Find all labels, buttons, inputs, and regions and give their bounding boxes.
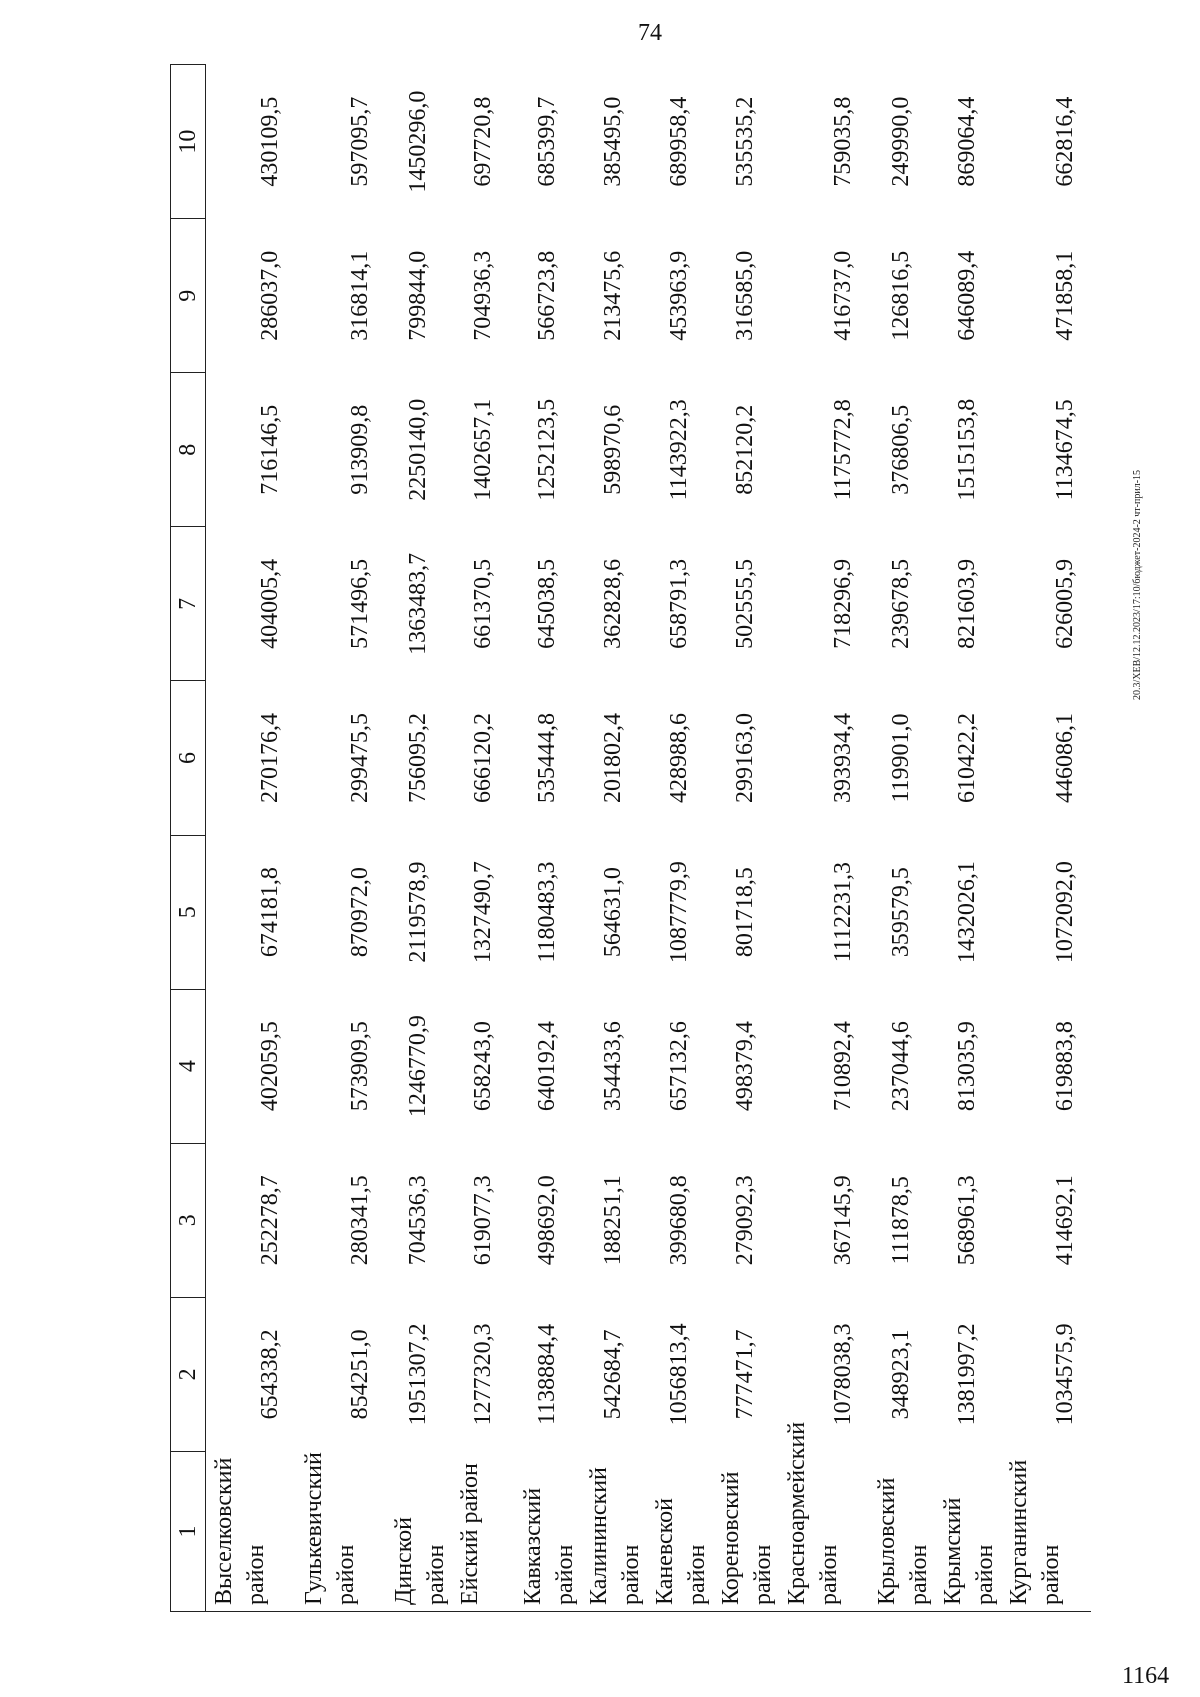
- value-cell-col-9: 316585,0: [732, 250, 758, 341]
- value-cell-col-5: 1432026,1: [954, 861, 980, 964]
- value-cell-col-9: 471858,1: [1051, 250, 1078, 341]
- value-cell-col-8: 716146,5: [256, 404, 283, 495]
- value-cell-col-9: 213475,6: [600, 250, 626, 341]
- column-header-1: 1: [171, 1451, 206, 1611]
- value-cell-col-8: 598970,6: [600, 404, 626, 495]
- value-cell-col-4: 354433,6: [600, 1021, 626, 1112]
- value-cell-col-6: 201802,4: [600, 712, 626, 803]
- value-cell-col-10: 662816,4: [1051, 96, 1078, 187]
- value-cell-col-5: 1112231,3: [829, 861, 856, 963]
- value-cell-col-10: 869064,4: [954, 96, 980, 187]
- column-header-2: 2: [171, 1297, 206, 1451]
- column-header-7: 7: [171, 527, 206, 681]
- value-cell-col-4: 237044,6: [888, 1021, 914, 1112]
- value-cell-col-7: 658791,3: [666, 558, 692, 649]
- value-cell-col-5: 2119578,9: [405, 861, 431, 963]
- value-cell-col-6: 535444,8: [534, 712, 560, 803]
- value-cell-col-10: 385495,0: [600, 96, 626, 187]
- value-cell-col-5: 674181,8: [256, 867, 283, 958]
- table-row: [581, 65, 647, 1612]
- column-header-6: 6: [171, 681, 206, 835]
- value-cell-col-9: 453963,9: [666, 250, 692, 341]
- value-cell-col-5: 564631,0: [600, 867, 626, 958]
- value-cell-col-6: 446086,1: [1051, 712, 1078, 803]
- value-cell-col-7: 362828,6: [600, 558, 626, 649]
- value-cell-col-10: 689958,4: [666, 96, 692, 187]
- value-cell-col-3: 498692,0: [534, 1175, 560, 1266]
- value-cell-col-7: 626005,9: [1051, 558, 1078, 649]
- column-header-8: 8: [171, 373, 206, 527]
- value-cell-col-10: 759035,8: [829, 96, 856, 187]
- table-row: [647, 65, 713, 1612]
- value-cell-col-6: 610422,2: [954, 712, 980, 803]
- value-cell-col-4: 619883,8: [1051, 1021, 1078, 1112]
- value-cell-col-5: 359579,5: [888, 867, 914, 958]
- value-cell-col-4: 813035,9: [954, 1021, 980, 1112]
- value-cell-col-9: 316814,1: [346, 250, 373, 341]
- value-cell-col-4: 657132,6: [666, 1021, 692, 1112]
- district-name-cell: Кореновский район: [713, 1451, 779, 1611]
- value-cell-col-7: 571496,5: [346, 558, 373, 649]
- value-cell-col-2: 654338,2: [256, 1329, 283, 1420]
- value-cell-col-6: 270176,4: [256, 712, 283, 803]
- value-cell-col-2: 1138884,4: [534, 1323, 560, 1425]
- table-row: [452, 65, 515, 1612]
- value-cell-col-4: 640192,4: [534, 1021, 560, 1112]
- value-cell-col-3: 279092,3: [732, 1175, 758, 1266]
- value-cell-col-7: 239678,5: [888, 558, 914, 649]
- value-cell-col-6: 666120,2: [469, 712, 496, 803]
- value-cell-col-3: 367145,9: [829, 1175, 856, 1266]
- value-cell-col-9: 416737,0: [829, 250, 856, 341]
- page-number-top: 74: [638, 20, 662, 46]
- value-cell-col-4: 573909,5: [346, 1021, 373, 1112]
- value-cell-col-8: 1175772,8: [829, 399, 856, 501]
- district-name-cell: Крымский район: [935, 1451, 1001, 1611]
- value-cell-col-2: 1277320,3: [469, 1323, 496, 1426]
- rotated-table-container: [170, 64, 1078, 1612]
- value-cell-col-8: 913909,8: [346, 404, 373, 495]
- district-name-cell: Крыловский район: [869, 1451, 935, 1611]
- value-cell-col-8: 376806,5: [888, 404, 914, 495]
- table-row: [515, 65, 581, 1612]
- value-cell-col-5: 1087779,9: [666, 861, 692, 964]
- value-cell-col-9: 646089,4: [954, 250, 980, 341]
- document-reference-note: 20.3/XEB/12.12.2023/17:10/бюджет-2024-2 чт-прил-15: [1132, 469, 1143, 700]
- district-name-cell: Красноармейский район: [779, 1451, 869, 1611]
- value-cell-col-9: 566723,8: [534, 250, 560, 341]
- value-cell-col-10: 249990,0: [888, 96, 914, 187]
- district-name-cell: Курганинский район: [1001, 1451, 1091, 1611]
- district-name-cell: Гулькевичский район: [296, 1451, 386, 1611]
- table-row: [206, 65, 296, 1612]
- table-row: [869, 65, 935, 1612]
- value-cell-col-9: 286037,0: [256, 250, 283, 341]
- table-row: [296, 65, 386, 1612]
- budget-table: [170, 64, 1091, 1612]
- value-cell-col-2: 542684,7: [600, 1329, 626, 1420]
- value-cell-col-2: 1034575,9: [1051, 1323, 1078, 1426]
- table-row: [713, 65, 779, 1612]
- column-header-10: 10: [171, 65, 206, 219]
- value-cell-col-2: 777471,7: [732, 1329, 758, 1420]
- value-cell-col-10: 430109,5: [256, 96, 283, 187]
- value-cell-col-3: 280341,5: [346, 1175, 373, 1266]
- value-cell-col-5: 1180483,3: [534, 861, 560, 963]
- value-cell-col-6: 299475,5: [346, 712, 373, 803]
- value-cell-col-8: 852120,2: [732, 404, 758, 495]
- value-cell-col-6: 756095,2: [405, 712, 431, 803]
- value-cell-col-9: 126816,5: [888, 250, 914, 341]
- value-cell-col-3: 704536,3: [405, 1175, 431, 1266]
- district-name-cell: Ейский район: [452, 1451, 515, 1611]
- value-cell-col-6: 119901,0: [888, 713, 914, 803]
- value-cell-col-2: 1056813,4: [666, 1323, 692, 1426]
- value-cell-col-4: 1246770,9: [405, 1015, 431, 1118]
- value-cell-col-2: 348923,1: [888, 1329, 914, 1420]
- value-cell-col-2: 854251,0: [346, 1329, 373, 1420]
- value-cell-col-10: 597095,7: [346, 96, 373, 187]
- value-cell-col-10: 535535,2: [732, 96, 758, 187]
- district-name-cell: Кавказский район: [515, 1451, 581, 1611]
- district-name-cell: Выселковский район: [206, 1451, 296, 1611]
- value-cell-col-8: 1402657,1: [469, 398, 496, 501]
- column-header-5: 5: [171, 835, 206, 989]
- column-header-9: 9: [171, 219, 206, 373]
- value-cell-col-10: 697720,8: [469, 96, 496, 187]
- value-cell-col-3: 188251,1: [600, 1175, 626, 1266]
- value-cell-col-8: 1515153,8: [954, 398, 980, 501]
- value-cell-col-6: 428988,6: [666, 712, 692, 803]
- value-cell-col-3: 252278,7: [256, 1175, 283, 1266]
- table-row: [779, 65, 869, 1612]
- value-cell-col-7: 1363483,7: [405, 552, 431, 655]
- value-cell-col-2: 1381997,2: [954, 1323, 980, 1426]
- value-cell-col-8: 1134674,5: [1051, 399, 1078, 501]
- header-row: [171, 65, 206, 1612]
- value-cell-col-8: 1252123,5: [534, 398, 560, 501]
- column-header-3: 3: [171, 1143, 206, 1297]
- value-cell-col-7: 502555,5: [732, 558, 758, 649]
- value-cell-col-5: 801718,5: [732, 867, 758, 958]
- value-cell-col-2: 1078038,3: [829, 1323, 856, 1426]
- district-name-cell: Динской район: [386, 1451, 452, 1611]
- district-name-cell: Калининский район: [581, 1451, 647, 1611]
- value-cell-col-10: 685399,7: [534, 96, 560, 187]
- value-cell-col-7: 404005,4: [256, 558, 283, 649]
- value-cell-col-9: 799844,0: [405, 250, 431, 341]
- value-cell-col-4: 498379,4: [732, 1021, 758, 1112]
- value-cell-col-8: 2250140,0: [405, 398, 431, 501]
- table-row: [935, 65, 1001, 1612]
- value-cell-col-4: 402059,5: [256, 1021, 283, 1112]
- value-cell-col-4: 710892,4: [829, 1021, 856, 1112]
- table-row: [386, 65, 452, 1612]
- district-name-cell: Каневской район: [647, 1451, 713, 1611]
- value-cell-col-5: 1327490,7: [469, 861, 496, 964]
- value-cell-col-3: 111878,5: [888, 1176, 914, 1265]
- table-body: [206, 65, 1091, 1612]
- value-cell-col-6: 393934,4: [829, 712, 856, 803]
- value-cell-col-2: 1951307,2: [405, 1323, 431, 1426]
- value-cell-col-5: 870972,0: [346, 867, 373, 958]
- value-cell-col-3: 414692,1: [1051, 1175, 1078, 1266]
- value-cell-col-10: 1450296,0: [405, 90, 431, 193]
- column-header-4: 4: [171, 989, 206, 1143]
- value-cell-col-3: 619077,3: [469, 1175, 496, 1266]
- value-cell-col-7: 821603,9: [954, 558, 980, 649]
- table-header: [171, 65, 206, 1612]
- value-cell-col-7: 718296,9: [829, 558, 856, 649]
- value-cell-col-3: 568961,3: [954, 1175, 980, 1266]
- value-cell-col-8: 1143922,3: [666, 399, 692, 501]
- value-cell-col-5: 1072092,0: [1051, 861, 1078, 964]
- value-cell-col-4: 658243,0: [469, 1021, 496, 1112]
- value-cell-col-9: 704936,3: [469, 250, 496, 341]
- value-cell-col-7: 661370,5: [469, 558, 496, 649]
- value-cell-col-7: 645038,5: [534, 558, 560, 649]
- value-cell-col-3: 399680,8: [666, 1175, 692, 1266]
- value-cell-col-6: 299163,0: [732, 712, 758, 803]
- page-number-bottom: 1164: [1122, 1663, 1170, 1689]
- table-row: [1001, 65, 1091, 1612]
